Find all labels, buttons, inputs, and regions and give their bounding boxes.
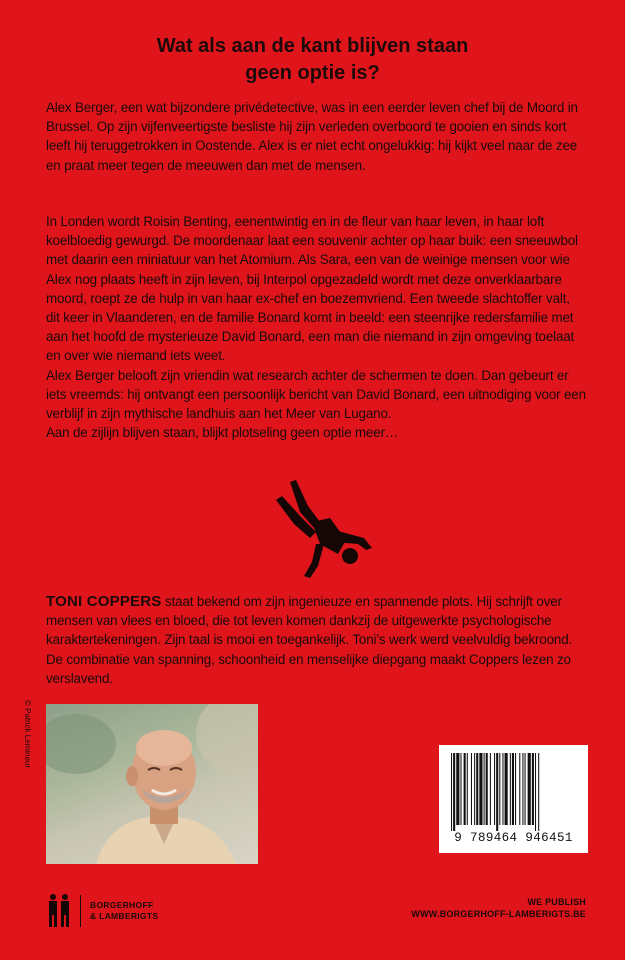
author-photo: [46, 704, 258, 864]
barcode-bar: [464, 753, 466, 825]
author-bio: [46, 592, 586, 688]
barcode-bar: [486, 753, 488, 825]
barcode-bar: [476, 753, 478, 825]
falling-man-icon: [268, 478, 378, 584]
barcode-bar: [512, 753, 514, 825]
barcode-bar: [519, 753, 520, 825]
publisher-website: WWW.BORGERHOFF-LAMBERIGTS.BE: [411, 909, 586, 919]
headline-line-2: geen optie is?: [245, 62, 380, 84]
barcode-bar: [496, 753, 498, 831]
barcode-bar: [490, 753, 491, 825]
two-figures-logo-icon: [46, 893, 72, 929]
barcode-bar: [453, 753, 455, 831]
photo-credit-text: © Patrick Lemineur: [23, 700, 32, 769]
author-bio-text: staat bekend om zijn ingenieuze en spannende plots. Hij schrijft over mensen van vlees en bloed, die tot leven komen dankzij de uitgewerkte psychologische karaktertekeningen. Zijn taal is mooi en toegankelijk. Toni’s werk werd veelvuldig bekroond. De combinatie van spanning, schoonheid en menselijke diepgang maakt Coppers lezen zo verslavend.: [46, 594, 573, 686]
publisher-tagline: WE PUBLISH: [527, 897, 586, 907]
barcode-bar: [467, 753, 468, 825]
barcode-bar: [460, 753, 461, 825]
blurb-text-3: Alex Berger belooft zijn vriendin wat research achter de schermen te doen. Dan gebeurt er iets vreemds: hij ontvangt een persoonlijk bericht van David Bonard, een uitnodiging voor een verblijf in zijn mythische landhuis aan het Meer van Lugano.: [46, 367, 586, 422]
isbn-number: 9 789464 946451: [454, 831, 573, 845]
blurb-text-2: In Londen wordt Roisin Benting, eenentwintig en in de fleur van haar leven, in haar loft koelbloedig gewurgd. De moordenaar laat een souvenir achter op haar buik: een sneeuwbol met daarin een miniatuur van het Atomium. Als Sara, een van de weinige mensen voor wie Alex nog plaats heeft in zijn leven, bij Interpol opgezadeld wordt met deze onverklaarbare moord, roept ze de hulp in van haar ex-chef en boezemvriend. Een tweede slachtoffer valt, dit keer in Vlaanderen, en de familie Bonard komt in beeld: een steenrijke redersfamilie met aan het hoofd de mysterieuze David Bonard, een man die niemand in zijn omgeving toelaat en over wie niemand iets weet.: [46, 214, 578, 364]
barcode-bar: [471, 753, 472, 825]
author-portrait-image: [46, 704, 258, 864]
publisher-name: [90, 900, 158, 922]
barcode: [439, 745, 588, 853]
headline: [60, 33, 565, 87]
barcode-bar: [451, 753, 452, 831]
blurb-text-1: Alex Berger, een wat bijzondere privédetective, was in een eerder leven chef bij de Moord in Brussel. Op zijn vijfenveertigste besliste hij zijn verleden overboord te gooien en sinds kort leeft hij teruggetrokken in Oostende. Alex is er niet echt ongelukkig: hij kijkt veel naar de zee en praat meer tegen de meeuwen dan met de mensen.: [46, 100, 578, 173]
barcode-bar: [484, 753, 485, 825]
blurb-paragraph-1: [46, 98, 586, 175]
barcode-bar: [510, 753, 511, 825]
barcode-bar: [515, 753, 516, 825]
barcode-bar: [474, 753, 475, 825]
blurb-text-4: Aan de zijlijn blijven staan, blijkt plotseling geen optie meer…: [46, 425, 399, 441]
publisher-name-line-1: BORGERHOFF: [90, 900, 154, 910]
barcode-bar: [505, 753, 508, 825]
blurb-paragraphs-2-4: [46, 212, 586, 442]
barcode-bar: [499, 753, 500, 825]
headline-line-1: Wat als aan de kant blijven staan: [156, 35, 469, 57]
barcode-bar: [535, 753, 536, 831]
barcode-bar: [532, 753, 534, 825]
barcode-bar: [456, 753, 459, 825]
logo-divider: [80, 895, 81, 927]
barcode-bars: [449, 753, 579, 831]
barcode-bar: [525, 753, 526, 825]
photo-credit: [22, 700, 36, 850]
author-name: TONI COPPERS: [46, 593, 162, 610]
barcode-bar: [538, 753, 539, 831]
publisher-info: [411, 896, 586, 920]
barcode-bar: [528, 753, 531, 825]
barcode-bar: [494, 753, 495, 825]
barcode-bar: [502, 753, 503, 825]
publisher-name-line-2: & LAMBERIGTS: [90, 911, 159, 921]
barcode-bar: [479, 753, 482, 825]
barcode-bar: [522, 753, 523, 825]
